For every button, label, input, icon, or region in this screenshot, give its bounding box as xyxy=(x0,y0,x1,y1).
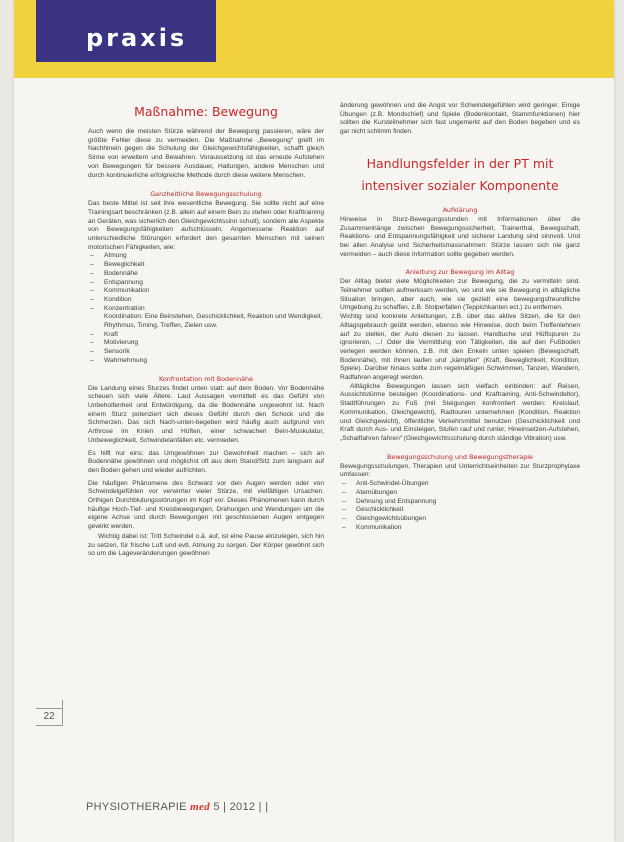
section-brand: praxis xyxy=(86,24,188,52)
bewegungstherapie-paragraph: Bewegungsschulungen, Therapien und Unterrichtseinheiten zur Sturzprophylaxe umfassen: xyxy=(340,462,580,479)
list-item: – Kommunikation xyxy=(88,287,324,296)
bodennaehe-paragraph-2: Es hilft nur eins: das Umgewöhnen zur Gewohnheit machen – sich an Bodennähe gewöhnen und möglichst oft aus dem Stand/Sitz zum langsam auf den Boden gehen und wieder aufrichten. xyxy=(88,449,324,474)
aufklaerung-paragraph: Hinweise in Sturz-Bewegungsstunden mit Informationen über die Zusammenhänge zwischen Bewegungssicherheit, Trainerthal, Bewegschaft, Reaktions- und Entspannungsfähigkeit und sicherer Landung sind sinnvoll. Und bei allen Analyse und Sicherheitsmassnahmen: Stürze lassen sich nie ganz vermeiden – auch diese Information sollte gegeben werden. xyxy=(340,215,580,258)
journal-name: PHYSIOTHERAPIE xyxy=(86,801,187,813)
bodennaehe-paragraph-4: Wichtig dabei ist: Tritt Schwindel o.ä. auf, ist eine Pause einzulegen, sich hin zu setzen, für frische Luft und evtl. Atmung zu sorgen. Der Körper gewöhnt sich so um die Lageveränderungen gewöhnen xyxy=(88,532,324,558)
page-number: 22 xyxy=(36,708,62,726)
list-item: – Gleichgewichtsübungen xyxy=(340,515,580,524)
journal-med: med xyxy=(190,801,210,813)
abilities-list xyxy=(88,252,324,313)
list-item: – Kraft xyxy=(88,331,324,340)
alltag-paragraph-2: Wichtig sind konkrete Anleitungen, z.B. über das aktive Sitzen, die für den Alltagsgebrauch geübt werden, ebenso wie Hinweise, doch beim Treffenlehnen auf zu stellen, der Auto diesen zu lassen. Handtuche und Hüftspuren zu ignorieren, ...! Oder die Vermittlung von Tätigkeiten, die auf den Fußboden verlegen werden können, z.B. mit den Enkeln unten spielen (Bewegschaft, Bodennähe), mit ihnen laufen und „kämpfen“ (Kraft, Beweglichkeit, Kondition, Spiele). Darüber hinaus sollte zum regelmäßigen Schwimmen, Tanzen, Wandern, Radfahren angeregt werden. xyxy=(340,313,580,382)
list-item: – Motivierung xyxy=(88,339,324,348)
abilities-list-continued xyxy=(88,331,324,366)
article-title-right: Handlungsfelder in der PT mit intensiver sozialer Komponente xyxy=(361,155,559,193)
alltag-paragraph-3: Alltägliche Bewegungen lassen sich vielfach einbinden: auf Reisen, Aussichtstürme besteigen (Koordinations- und Kraftraining, Anti-Schwindeltor), Stadtführungen zu Fuß (mit Steigungen konfrontiert werden: Kreislauf, Kommunikation, Gleichgewicht), Radtouren unternehmen (Kondition, Reaktion und Gleichgewicht), öffentliche Verkehrsmittel benutzen (Geschicklichkeit und Kraft durch Aus- und Einsteigen, Stufen rauf und runter, Hineinsetzen-Aufstehen, „Schaltfahren fahren“ (Gleichgewichtsschulung durch ständige Vibration) usw. xyxy=(340,382,580,442)
list-item: – Dehnung und Entspannung xyxy=(340,498,580,507)
bodennaehe-paragraph-1: Die Landung eines Sturzes findet unten statt: auf dem Boden. Vor Bodennähe scheuen sich viele Ältere. Laut Aussagen vermittelt es das Gefühl von Unbeholfenheit und Entwürdigung, da die Bodennähe ungewohnt ist. Nach einem Sturz potenziert sich dieses Gefühl durch den Schock und die Schmerzen. Das sich Nach-unten-begeben wird häufig auch aufgrund von Arthrose im Knien und Hüften, einer schwachen Bein-Muskulatur, Unbeweglichkeit, Schwindelanfällen etc. vermieden. xyxy=(88,384,324,444)
therapy-list xyxy=(340,480,580,532)
list-item: – Kommunikation xyxy=(340,524,580,533)
intro-paragraph: Auch wenn die meisten Stürze während der Bewegung passieren, wäre der größte Fehler diese zu vermeiden. Die Maßnahme „Bewegung“ greift im Nachhinein gegen die Schulung der Gleichgewichtsfähigkeiten, schafft gleich Sinne von erweitern und Bewahren. Voraussetzung ist das erneute Aufstehen von Bewegungen für bessere Ausdauer, Haltungen, andere Menschen und durch kontinuierliche erfolgreiche Methode durch diese weitere Menschen. xyxy=(88,128,324,179)
list-item: – Entspannung xyxy=(88,279,324,288)
subheading-aufklaerung: Aufklärung xyxy=(442,205,478,214)
list-item: – Konzentration xyxy=(88,305,324,314)
list-item: – Atmung xyxy=(88,252,324,261)
right-column xyxy=(340,102,580,532)
subheading-alltag: Anleitung zur Bewegung im Alltag xyxy=(405,268,515,277)
journal-footer xyxy=(86,801,268,813)
list-item: – Geschicklichkeit xyxy=(340,506,580,515)
journal-issue: 5 | 2012 | xyxy=(213,801,262,813)
bodennaehe-paragraph-3: Die häufigen Phänomene des Schwarz vor den Augen werden oder von Schwindelgefühlen vor verwirrter vieler Stürze, mit vielfältigen Ursachen. Orthigen Durchblutungsstörungen im Kopf vor. Dieses Phänomenen kann durch häufige Hoch-Tief- und Kreisbewegungen, Drehungen und Wendungen um die eigene Achse und durch Bewegungen mit geschlossenen Augen entgegen gewirkt werden. xyxy=(88,479,324,531)
list-item: – Atemübungen xyxy=(340,489,580,498)
list-item: – Anti-Schwindel-Übungen xyxy=(340,480,580,489)
journal-mark: | xyxy=(265,801,269,813)
left-column xyxy=(88,102,324,559)
header-bar xyxy=(14,0,614,78)
list-item: – Sensorik xyxy=(88,348,324,357)
magazine-page xyxy=(14,0,614,842)
list-item: – Bodennähe xyxy=(88,270,324,279)
subheading-bodennaehe: Konfrontation mit Bodennähe xyxy=(158,374,254,383)
list-item: – Beweglichkeit xyxy=(88,261,324,270)
subheading-bewegungstherapie: Bewegungsschulung und Bewegungstherapie xyxy=(387,452,533,461)
continued-paragraph: änderung gewöhnen und die Angst vor Schwindelgefühlen wird geringer. Einige Übungen (z.B. Mondschief) und Spiele (Bodenkontakt, Stammfunktionen) hier sollten die Kursteilnehmer sich fast ungemerkt auf den Boden begeben und es gar nicht schlimm finden. xyxy=(340,102,580,136)
list-item: – Wahrnehmung xyxy=(88,357,324,366)
alltag-paragraph-1: Der Alltag bietet viele Möglichkeiten zur Bewegung, die zu vermitteln sind. Teilnehmer sollten aufmerksam werden, wo und wie sie Bewegung in alltägliche Situation bringen, aber auch, wie sie gezielt eine bewegungsfreundliche Umgebung zu schaffen, z.B. Stolperfallen (Teppichkanten ect.) zu entfernen. xyxy=(340,278,580,312)
list-item: – Kondition xyxy=(88,296,324,305)
section-tab xyxy=(36,0,216,62)
koordination-text: Koordination: Eine Beinstehen, Geschicklichkeit, Reaktion und Wendigkeit, Rhythmus, Timing, Treffen, Zielen usw. xyxy=(104,313,323,330)
page-number-rule xyxy=(62,700,63,726)
subheading-bewegungsschulung: Ganzheitliche Bewegungsschulung xyxy=(150,190,262,199)
bewegungsschulung-paragraph: Das beste Mittel ist seit ihre wesentliche Bewegung. Sie sollte nicht auf eine Trainingsart beschränken (z.B. allein auf einem Bein zu stehen oder Krafttraining an Geräten, was sicherlich den Gleichgewichtssinn schult), sondern alle Aspekte von Bewegungsfähigkeiten aufschlüsseln. Angemessene Reaktion auf unterschiedliche Störungen erfordert den gesamten Menschen mit seinen motorischen Fähigkeiten, wie: xyxy=(88,200,324,251)
article-title-left: Maßnahme: Bewegung xyxy=(134,104,278,119)
